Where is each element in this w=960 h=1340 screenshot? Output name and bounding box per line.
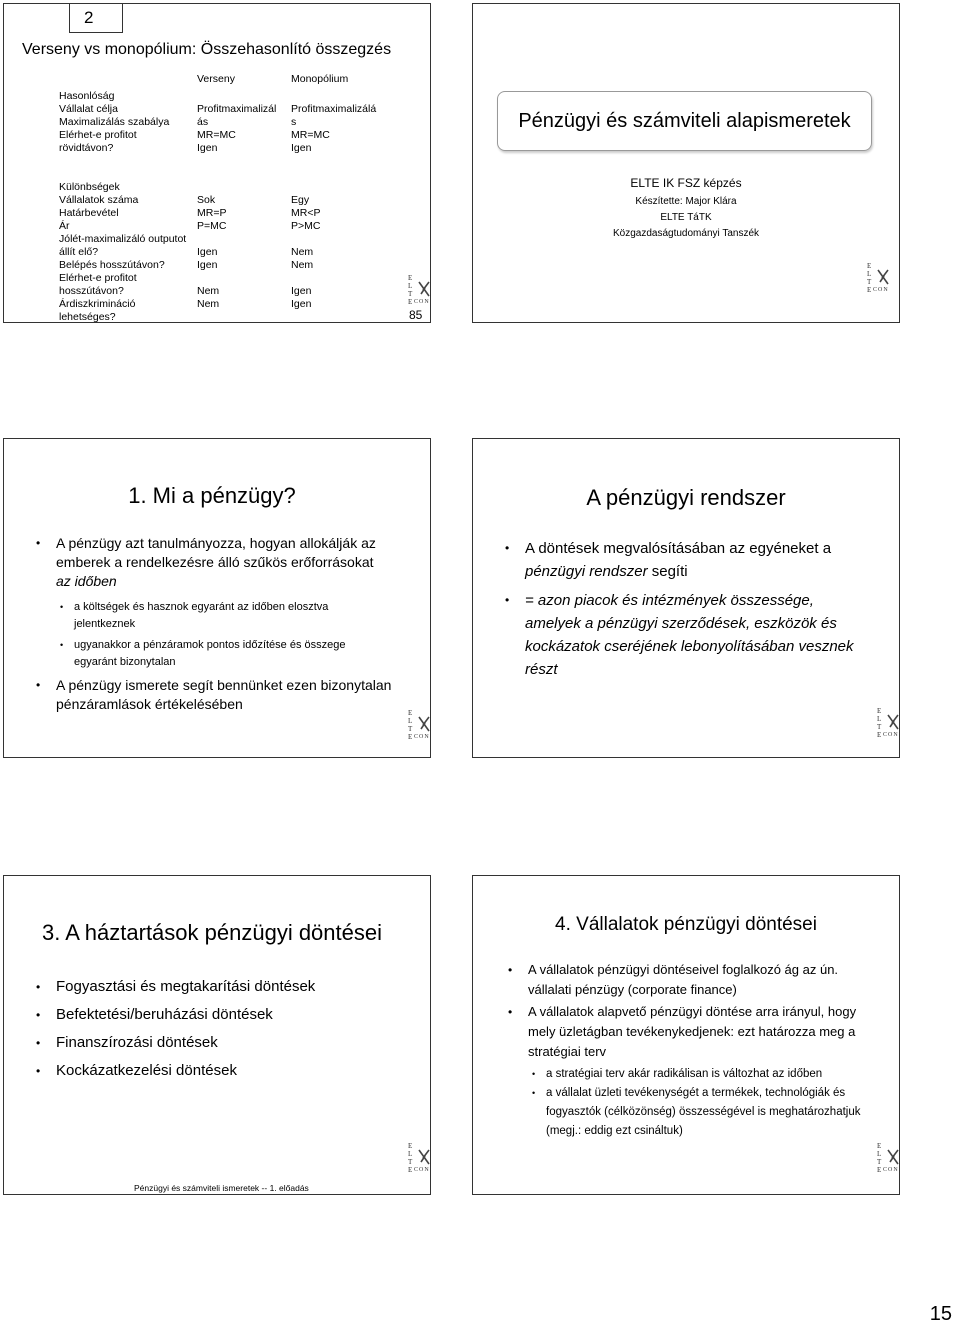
- logo-letter: L: [408, 282, 413, 290]
- bullet-list-2: [36, 676, 396, 714]
- bullet-text: A pénzügy azt tanulmányozza, hogyan allokálják az emberek a rendelkezésre álló szűkös erőforrásokat: [56, 535, 376, 570]
- comparison-cell: [197, 155, 276, 168]
- comparison-cell: Igen: [291, 285, 312, 297]
- bullet-italic-text: pénzügyi rendszer: [525, 563, 648, 580]
- sub-bullet-item: • a stratégiai terv akár radikálisan is változhat az időben: [532, 1068, 823, 1080]
- bullet-text: A pénzügy ismerete segít bennünket ezen bizonytalan pénzáramlások értékelésében: [56, 677, 392, 712]
- logo-letter: E: [877, 1142, 882, 1150]
- bullet-item: • = azon piacok és intézmények összessége, amelyek a pénzügyi szerződések, eszközök és kockázatok cseréjének lebonyolításában vesznek részt: [505, 592, 854, 678]
- page-box: [69, 4, 123, 33]
- footer-text: Pénzügyi és számviteli ismeretek -- 1. előadás: [134, 1183, 309, 1193]
- slide-penzugyi-rendszer: [472, 438, 900, 758]
- comparison-cell: Belépés hosszútávon?: [59, 259, 165, 271]
- comparison-cell: [197, 90, 276, 103]
- comparison-cell: MR<P: [291, 207, 321, 219]
- logo-letter: T: [877, 1158, 882, 1166]
- bullet-list: [36, 534, 376, 591]
- sub-bullet-text: a stratégiai terv akár radikálisan is változhat az időben: [546, 1068, 823, 1080]
- slide-haztartasok: [3, 875, 431, 1195]
- bullet-list: [505, 537, 865, 681]
- comparison-cell: Igen: [291, 142, 312, 154]
- slide-title: Verseny vs monopólium: Összehasonlító összegzés: [22, 41, 392, 58]
- logo-con: CON: [883, 732, 899, 738]
- sub-bullet-item: • a költségek és hasznok egyaránt az időben elosztva jelentkeznek: [60, 601, 329, 630]
- comparison-cell: [59, 155, 186, 168]
- comparison-cell: Igen: [197, 246, 218, 258]
- comparison-labels: [59, 90, 186, 324]
- sub-bullet-text: a vállalat üzleti tevékenységét a termékek, technológiák és fogyasztók (célközönség) összességével is meghatározhatjuk (megj.: eddig ezt csináltuk): [546, 1087, 861, 1137]
- comparison-cell: Igen: [291, 298, 312, 310]
- comparison-cell: Határbevétel: [59, 207, 119, 219]
- slide-mi-a-penzugy: [3, 438, 431, 758]
- cover-line-1: ELTE IK FSZ képzés: [630, 176, 742, 190]
- comparison-cell: [197, 233, 276, 246]
- bullet-list: [36, 973, 396, 1085]
- comparison-cell: s: [291, 116, 297, 128]
- logo-emblem-icon: [417, 1148, 431, 1166]
- elte-econ-logo: [867, 262, 889, 296]
- bullet-italic-text: = azon piacok és intézmények összessége, amelyek a pénzügyi szerződések, eszközök és kockázatok cseréjének lebonyolításában vesznek részt: [525, 592, 854, 678]
- comparison-cell: Elérhet-e profitot: [59, 272, 137, 284]
- slide-cover: [472, 3, 900, 323]
- logo-emblem-icon: [417, 280, 431, 298]
- slide-title: 1. Mi a pénzügy?: [128, 483, 296, 508]
- logo-con: CON: [414, 734, 430, 740]
- sub-bullet-list: [60, 599, 374, 671]
- bullet-item: • A pénzügy ismerete segít bennünket ezen bizonytalan pénzáramlások értékelésében: [36, 677, 392, 712]
- header-monopolium: Monopólium: [291, 73, 349, 85]
- logo-letter: E: [867, 262, 872, 270]
- logo-letter: T: [867, 278, 872, 286]
- comparison-cell: Árdiszkrimináció: [59, 298, 136, 310]
- page-box-number: 2: [84, 8, 94, 27]
- cover-line-3: ELTE TáTK: [660, 212, 712, 223]
- bullet-text: Fogyasztási és megtakarítási döntések: [56, 978, 316, 995]
- logo-letter: L: [867, 270, 872, 278]
- bullet-text: Kockázatkezelési döntések: [56, 1062, 237, 1079]
- comparison-cell: [197, 168, 276, 181]
- logo-letter: L: [408, 717, 413, 725]
- bullet-item: • Befektetési/beruházási döntések: [36, 1006, 273, 1023]
- comparison-cell: [291, 155, 376, 168]
- comparison-cell: [291, 272, 376, 285]
- bullet-text: A vállalatok alapvető pénzügyi döntése arra irányul, hogy mely üzletágban tevékenykedjenek: ezt határozza meg a stratégiai terv: [528, 1004, 857, 1059]
- slide-title: A pénzügyi rendszer: [586, 485, 786, 510]
- elte-econ-logo: [408, 709, 430, 743]
- comparison-cell: Igen: [197, 142, 218, 154]
- comparison-cell: [59, 168, 186, 181]
- comparison-cell: [291, 311, 376, 324]
- bullet-text: Finanszírozási döntések: [56, 1034, 218, 1051]
- comparison-cell: állít elő?: [59, 246, 99, 258]
- logo-letter: E: [877, 707, 882, 715]
- elte-econ-logo: [877, 1142, 899, 1176]
- comparison-cell: Elérhet-e profitot: [59, 129, 137, 141]
- logo-con: CON: [873, 287, 889, 293]
- logo-letter: L: [877, 715, 882, 723]
- logo-emblem-icon: [886, 713, 900, 731]
- bullet-text: Befektetési/beruházási döntések: [56, 1006, 273, 1023]
- comparison-cell: Nem: [197, 298, 220, 310]
- bullet-item: • A döntések megvalósításában az egyéneket a pénzügyi rendszer segíti: [505, 540, 832, 580]
- comparison-cell: Jólét-maximalizáló outputot: [59, 233, 187, 245]
- logo-letter: E: [877, 1166, 882, 1174]
- page-number: 15: [929, 1303, 952, 1325]
- logo-letter: T: [408, 1158, 413, 1166]
- logo-letter: L: [877, 1150, 882, 1158]
- comparison-cell: Profitmaximalizál: [197, 103, 277, 115]
- comparison-cell: [291, 181, 376, 194]
- comparison-cell: ás: [197, 116, 209, 128]
- logo-letter: E: [408, 709, 413, 717]
- logo-emblem-icon: [876, 268, 890, 286]
- logo-letter: T: [877, 723, 882, 731]
- logo-letter: E: [408, 274, 413, 282]
- logo-emblem-icon: [417, 715, 431, 733]
- comparison-verseny: [197, 90, 276, 324]
- comparison-cell: Nem: [291, 246, 314, 258]
- comparison-cell: hosszútávon?: [59, 285, 124, 297]
- comparison-cell: Vállalatok száma: [59, 194, 139, 206]
- logo-con: CON: [414, 1167, 430, 1173]
- sub-bullet-item: • a vállalat üzleti tevékenységét a termékek, technológiák és fogyasztók (célközönség) összességével is meghatározhatjuk (megj.: eddig ezt csináltuk): [532, 1087, 861, 1137]
- bullet-text: A döntések megvalósításában az egyéneket a: [525, 540, 832, 557]
- comparison-cell: P=MC: [197, 220, 227, 232]
- slide-title: 4. Vállalatok pénzügyi döntései: [555, 914, 817, 935]
- logo-letter: E: [867, 286, 872, 294]
- logo-emblem-icon: [886, 1148, 900, 1166]
- bullet-item: • Finanszírozási döntések: [36, 1034, 218, 1051]
- sub-bullet-item: • ugyanakkor a pénzáramok pontos időzítése és összege egyaránt bizonytalan: [60, 639, 346, 668]
- comparison-cell: Vállalat célja: [59, 103, 118, 115]
- comparison-cell: Ár: [59, 220, 70, 232]
- bullet-item: • Fogyasztási és megtakarítási döntések: [36, 978, 316, 995]
- bullet-text-tail: segíti: [647, 563, 688, 580]
- bullet-item: • A vállalatok alapvető pénzügyi döntése arra irányul, hogy mely üzletágban tevékenykedjenek: ezt határozza meg a stratégiai terv: [508, 1004, 857, 1059]
- logo-con: CON: [883, 1167, 899, 1173]
- comparison-cell: [291, 233, 376, 246]
- comparison-cell: Különbségek: [59, 181, 120, 193]
- comparison-cell: Nem: [197, 285, 220, 297]
- comparison-cell: Sok: [197, 194, 216, 206]
- comparison-cell: P>MC: [291, 220, 321, 232]
- comparison-cell: MR=MC: [291, 129, 330, 141]
- logo-letter: L: [408, 1150, 413, 1158]
- slide-vallalatok: [472, 875, 900, 1195]
- comparison-cell: [197, 311, 276, 324]
- comparison-cell: [291, 168, 376, 181]
- cover-banner: [497, 91, 872, 151]
- sub-bullet-text: ugyanakkor a pénzáramok pontos időzítése és összege egyaránt bizonytalan: [74, 639, 346, 668]
- elte-econ-logo: [877, 707, 899, 741]
- logo-letter: E: [408, 1142, 413, 1150]
- logo-letter: E: [408, 298, 413, 306]
- comparison-cell: MR=MC: [197, 129, 236, 141]
- comparison-cell: Egy: [291, 194, 310, 206]
- slide-number: 85: [409, 308, 423, 322]
- comparison-cell: Nem: [291, 259, 314, 271]
- sub-bullet-list: [532, 1065, 866, 1141]
- cover-line-4: Közgazdaságtudományi Tanszék: [612, 228, 760, 239]
- comparison-cell: Hasonlóság: [59, 90, 115, 102]
- comparison-cell: [291, 90, 376, 103]
- logo-letter: T: [408, 290, 413, 298]
- logo-letter: E: [408, 1166, 413, 1174]
- comparison-cell: rövidtávon?: [59, 142, 114, 154]
- bullet-list: [508, 960, 868, 1062]
- cover-title: Pénzügyi és számviteli alapismeretek: [518, 110, 851, 132]
- comparison-monopolium: [291, 90, 376, 324]
- bullet-italic-text: az időben: [56, 573, 117, 589]
- elte-econ-logo: [408, 1142, 430, 1176]
- slide-title: 3. A háztartások pénzügyi döntései: [41, 920, 382, 945]
- bullet-text: A vállalatok pénzügyi döntéseivel foglalkozó ág az ún. vállalati pénzügy (corporate finance): [528, 962, 839, 997]
- logo-letter: E: [408, 733, 413, 741]
- sub-bullet-text: a költségek és hasznok egyaránt az időben elosztva jelentkeznek: [74, 601, 329, 630]
- comparison-cell: Igen: [197, 259, 218, 271]
- logo-con: CON: [414, 299, 430, 305]
- comparison-cell: MR=P: [197, 207, 227, 219]
- comparison-cell: lehetséges?: [59, 311, 116, 323]
- slide-comparison: [3, 3, 431, 323]
- comparison-cell: [197, 272, 276, 285]
- cover-line-2: Készítette: Major Klára: [635, 196, 737, 207]
- comparison-cell: [197, 181, 276, 194]
- comparison-cell: Maximalizálás szabálya: [59, 116, 170, 128]
- comparison-cell: Profitmaximalizálá: [291, 103, 377, 115]
- bullet-item: • A pénzügy azt tanulmányozza, hogyan allokálják az emberek a rendelkezésre álló szűkös erőforrásokat az időben: [36, 535, 376, 589]
- header-verseny: Verseny: [197, 73, 235, 85]
- logo-letter: T: [408, 725, 413, 733]
- bullet-item: • Kockázatkezelési döntések: [36, 1062, 237, 1079]
- elte-econ-logo: [408, 274, 430, 308]
- logo-letter: E: [877, 731, 882, 739]
- bullet-item: • A vállalatok pénzügyi döntéseivel foglalkozó ág az ún. vállalati pénzügy (corporate finance): [508, 962, 839, 997]
